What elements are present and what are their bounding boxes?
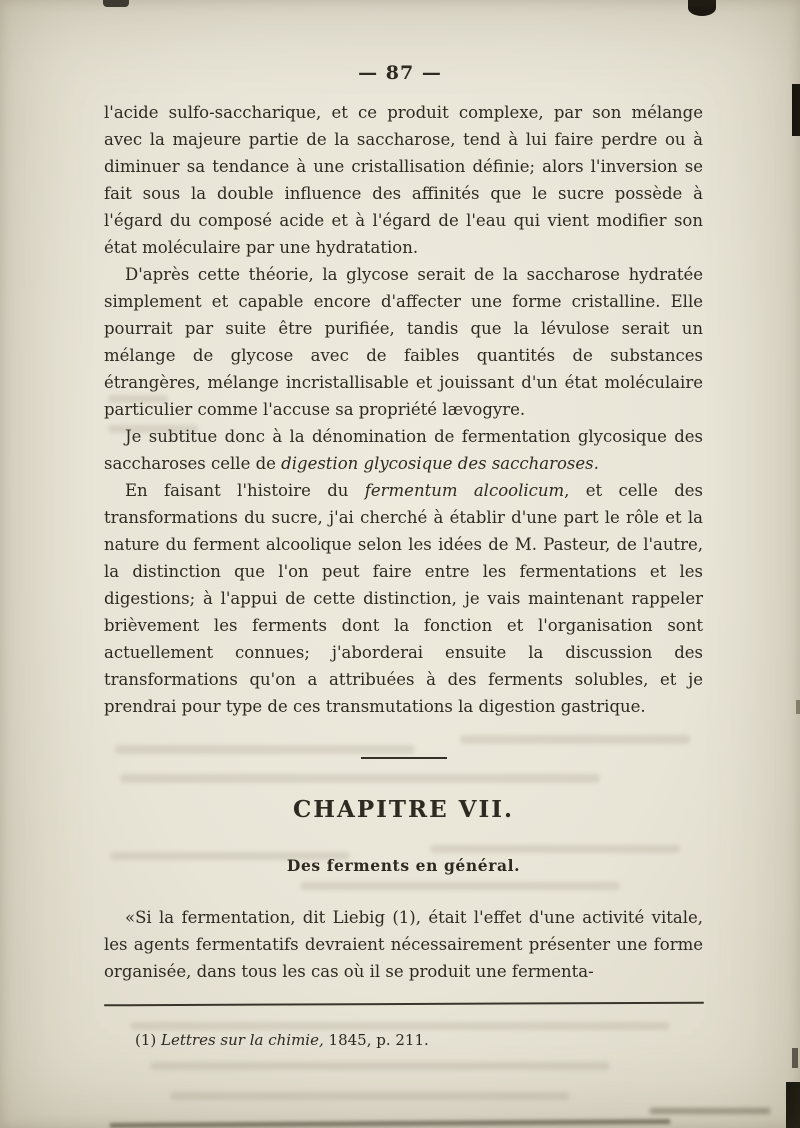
scan-artifact — [796, 700, 800, 714]
scan-artifact — [792, 1048, 798, 1068]
footnote — [104, 1031, 704, 1049]
paragraph: l'acide sulfo-saccharique, et ce produit complexe, par son mélange avec la majeure partie de la saccharose, tend à lui faire perdre ou à diminuer sa tendance à une cristallisation définie; alors l'inversion se fait sous la double influence des affinités que le sucre possède à l'égard du composé acide et à l'égard de l'eau qui vient modifier son état moléculaire par une hydratation. — [104, 103, 703, 257]
chapter-heading: CHAPITRE VII. — [292, 796, 515, 823]
section-divider — [361, 757, 447, 759]
italic-phrase: fermentum alcoolicum — [364, 481, 565, 500]
page-number: — 87 — — [358, 62, 442, 84]
paragraph-text: Je subtitue donc à la dénomination de fermentation glycosique des saccharoses celle de — [104, 427, 703, 473]
scan-artifact — [786, 1082, 800, 1128]
scan-artifact — [650, 1108, 770, 1114]
paragraph: D'après cette théorie, la glycose serait de la saccharose hydratée simplement et capable encore d'affecter une forme cristalline. Elle pourrait par suite être purifiée, tandis que la lévulose serait un mélange de glycose avec de faibles quantités de substances étrangères, mélange incristallisable et jouissant d'un état moléculaire particulier comme l'accuse sa propriété lævogyre. — [104, 265, 703, 419]
text-block — [104, 99, 703, 985]
section-heading: Des ferments en général. — [286, 856, 521, 875]
paragraph-text: , et celle des transformations du sucre, j'ai cherché à établir d'une part le rôle et la nature du ferment alcoolique selon les idées de M. Pasteur, de l'autre, la distinction que l'on peut faire entre les fermentations et les digestions; à l'appui de cette distinction, je vais maintenant rappeler brièvement les ferments dont la fonction et l'organisation sont actuellement connues; j'aborderai ensuite la discussion des transformations qu'on a attribuées à des ferments solubles, et je prendrai pour type de ces transmutations la digestion gastrique. — [104, 481, 703, 716]
scan-artifact — [103, 0, 129, 7]
scan-artifact — [792, 84, 800, 136]
footnote-title: Lettres sur la chimie, — [161, 1031, 324, 1049]
ghost-text-artifact — [150, 1062, 610, 1070]
ghost-text-artifact — [170, 1092, 570, 1100]
scan-artifact — [110, 1119, 670, 1128]
paragraph — [104, 423, 703, 477]
scan-artifact — [688, 0, 716, 16]
footnote-rule — [104, 1002, 704, 1007]
paragraph — [104, 477, 703, 720]
footnote-marker: (1) — [135, 1031, 162, 1049]
paragraph-text: En faisant l'histoire du — [125, 481, 365, 500]
footnote-text: 1845, p. 211. — [323, 1031, 429, 1049]
quote-paragraph: «Si la fermentation, dit Liebig (1), était l'effet d'une activité vitale, les agents fermentatifs devraient nécessairement présenter une forme organisée, dans tous les cas où il se produit une fermenta- — [104, 908, 703, 981]
footnote-area — [104, 1003, 704, 1049]
italic-phrase: digestion glycosique des saccharoses. — [281, 454, 599, 473]
